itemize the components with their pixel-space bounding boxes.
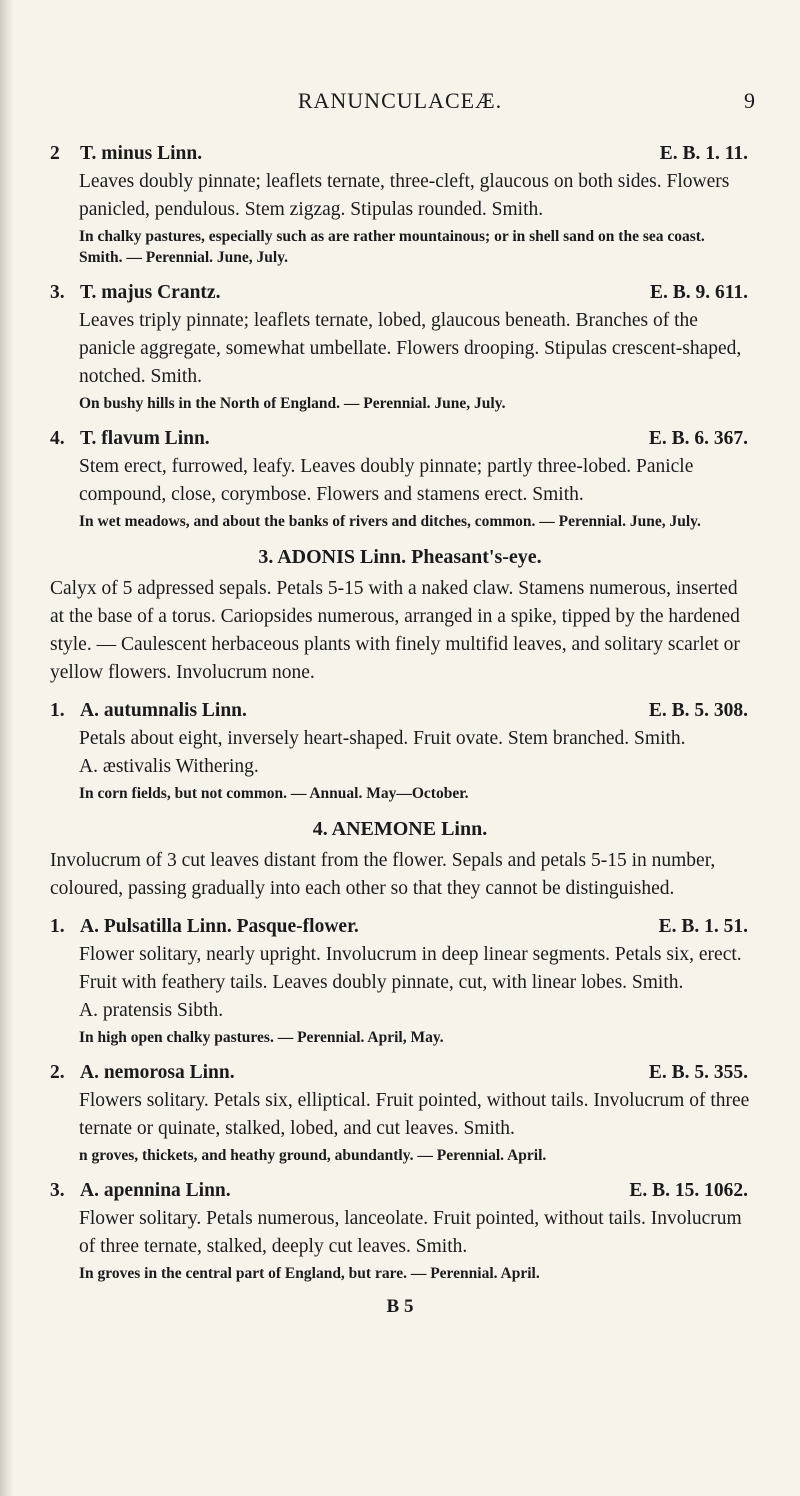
species-number: 2 bbox=[50, 143, 60, 164]
species-number: 4. bbox=[50, 428, 65, 449]
english-botany-ref: E. B. 5. 308. bbox=[648, 700, 748, 721]
english-botany-ref: E. B. 1. 51. bbox=[658, 916, 748, 937]
species-description: Petals about eight, inversely heart-shaped. Fruit ovate. Stem branched. Smith. bbox=[79, 728, 686, 749]
genus-description-adonis: Calyx of 5 adpressed sepals. Petals 5-15 with a naked claw. Stamens numerous, inserted at the base of a torus. Cariopsides numerous, arranged in a spike, tipped by the hardened style. — Caulescent herbaceous plants with finely multifid leaves, and solitary scarlet or yellow flowers. Involucrum none. bbox=[50, 578, 740, 683]
species-entry bbox=[50, 279, 750, 414]
species-line bbox=[50, 140, 750, 168]
species-line bbox=[50, 279, 750, 307]
species-number: 3. bbox=[50, 1180, 65, 1201]
species-entry bbox=[50, 913, 750, 1048]
species-description: Leaves triply pinnate; leaflets ternate, lobed, glaucous beneath. Branches of the panicle aggregate, somewhat umbellate. Flowers drooping. Stipulas crescent-shaped, notched. Smith. bbox=[79, 310, 742, 387]
species-synonym: A. pratensis Sibth. bbox=[79, 1000, 224, 1021]
species-number: 2. bbox=[50, 1062, 65, 1083]
species-line bbox=[50, 913, 750, 941]
species-number: 1. bbox=[50, 916, 65, 937]
species-number: 1. bbox=[50, 700, 65, 721]
english-botany-ref: E. B. 6. 367. bbox=[648, 428, 748, 449]
genus-heading-anemone: 4. ANEMONE Linn. bbox=[312, 818, 488, 840]
species-line bbox=[50, 425, 750, 453]
species-name: T. majus Crantz. bbox=[80, 282, 221, 303]
species-name: A. Pulsatilla Linn. Pasque-flower. bbox=[80, 916, 359, 937]
species-entry bbox=[50, 425, 750, 532]
species-description: Flowers solitary. Petals six, elliptical. Fruit pointed, without tails. Involucrum of three ternate or quinate, stalked, lobed, and cut leaves. Smith. bbox=[79, 1090, 750, 1139]
page-content bbox=[50, 140, 750, 1319]
genus-heading-adonis: 3. ADONIS Linn. Pheasant's-eye. bbox=[258, 546, 542, 568]
species-entry bbox=[50, 140, 750, 268]
english-botany-ref: E. B. 5. 355. bbox=[648, 1062, 748, 1083]
printer-signature: B 5 bbox=[386, 1296, 414, 1317]
english-botany-ref: E. B. 15. 1062. bbox=[629, 1180, 748, 1201]
species-entry bbox=[50, 697, 750, 804]
species-synonym: A. æstivalis Withering. bbox=[79, 756, 259, 777]
species-line bbox=[50, 697, 750, 725]
species-description: Flower solitary, nearly upright. Involucrum in deep linear segments. Petals six, erect. Fruit with feathery tails. Leaves doubly pinnate, cut, with linear lobes. Smith. bbox=[79, 944, 742, 993]
species-line bbox=[50, 1059, 750, 1087]
page-header bbox=[0, 88, 800, 118]
species-line bbox=[50, 1177, 750, 1205]
species-habitat: In wet meadows, and about the banks of rivers and ditches, common. — Perennial. June, July. bbox=[79, 513, 701, 530]
species-habitat: In chalky pastures, especially such as are rather mountainous; or in shell sand on the sea coast. Smith. — Perennial. June, July. bbox=[79, 228, 705, 266]
species-name: T. flavum Linn. bbox=[80, 428, 210, 449]
english-botany-ref: E. B. 9. 611. bbox=[649, 282, 748, 303]
species-habitat: n groves, thickets, and heathy ground, abundantly. — Perennial. April. bbox=[79, 1147, 547, 1164]
species-entry bbox=[50, 1059, 750, 1166]
species-name: A. autumnalis Linn. bbox=[80, 700, 247, 721]
species-description: Flower solitary. Petals numerous, lanceolate. Fruit pointed, without tails. Involucrum of three ternate, stalked, deeply cut leaves. Smith. bbox=[79, 1208, 742, 1257]
species-habitat: On bushy hills in the North of England. — Perennial. June, July. bbox=[79, 395, 506, 412]
species-habitat: In groves in the central part of England, but rare. — Perennial. April. bbox=[79, 1265, 540, 1282]
english-botany-ref: E. B. 1. 11. bbox=[659, 143, 748, 164]
species-name: T. minus Linn. bbox=[80, 143, 203, 164]
genus-description-anemone: Involucrum of 3 cut leaves distant from the flower. Sepals and petals 5-15 in number, coloured, passing gradually into each other so that they cannot be distinguished. bbox=[50, 850, 716, 899]
species-description: Stem erect, furrowed, leafy. Leaves doubly pinnate; partly three-lobed. Panicle compound, close, corymbose. Flowers and stamens erect. Smith. bbox=[79, 456, 694, 505]
species-name: A. nemorosa Linn. bbox=[80, 1062, 235, 1083]
species-number: 3. bbox=[50, 282, 65, 303]
species-habitat: In corn fields, but not common. — Annual. May—October. bbox=[79, 785, 469, 802]
running-title: RANUNCULACEÆ. bbox=[297, 88, 503, 113]
species-habitat: In high open chalky pastures. — Perennial. April, May. bbox=[79, 1029, 444, 1046]
species-description: Leaves doubly pinnate; leaflets ternate, three-cleft, glaucous on both sides. Flowers panicled, pendulous. Stem zigzag. Stipulas rounded. Smith. bbox=[79, 171, 730, 220]
species-entry bbox=[50, 1177, 750, 1284]
species-name: A. apennina Linn. bbox=[80, 1180, 231, 1201]
page-number: 9 bbox=[744, 88, 755, 113]
